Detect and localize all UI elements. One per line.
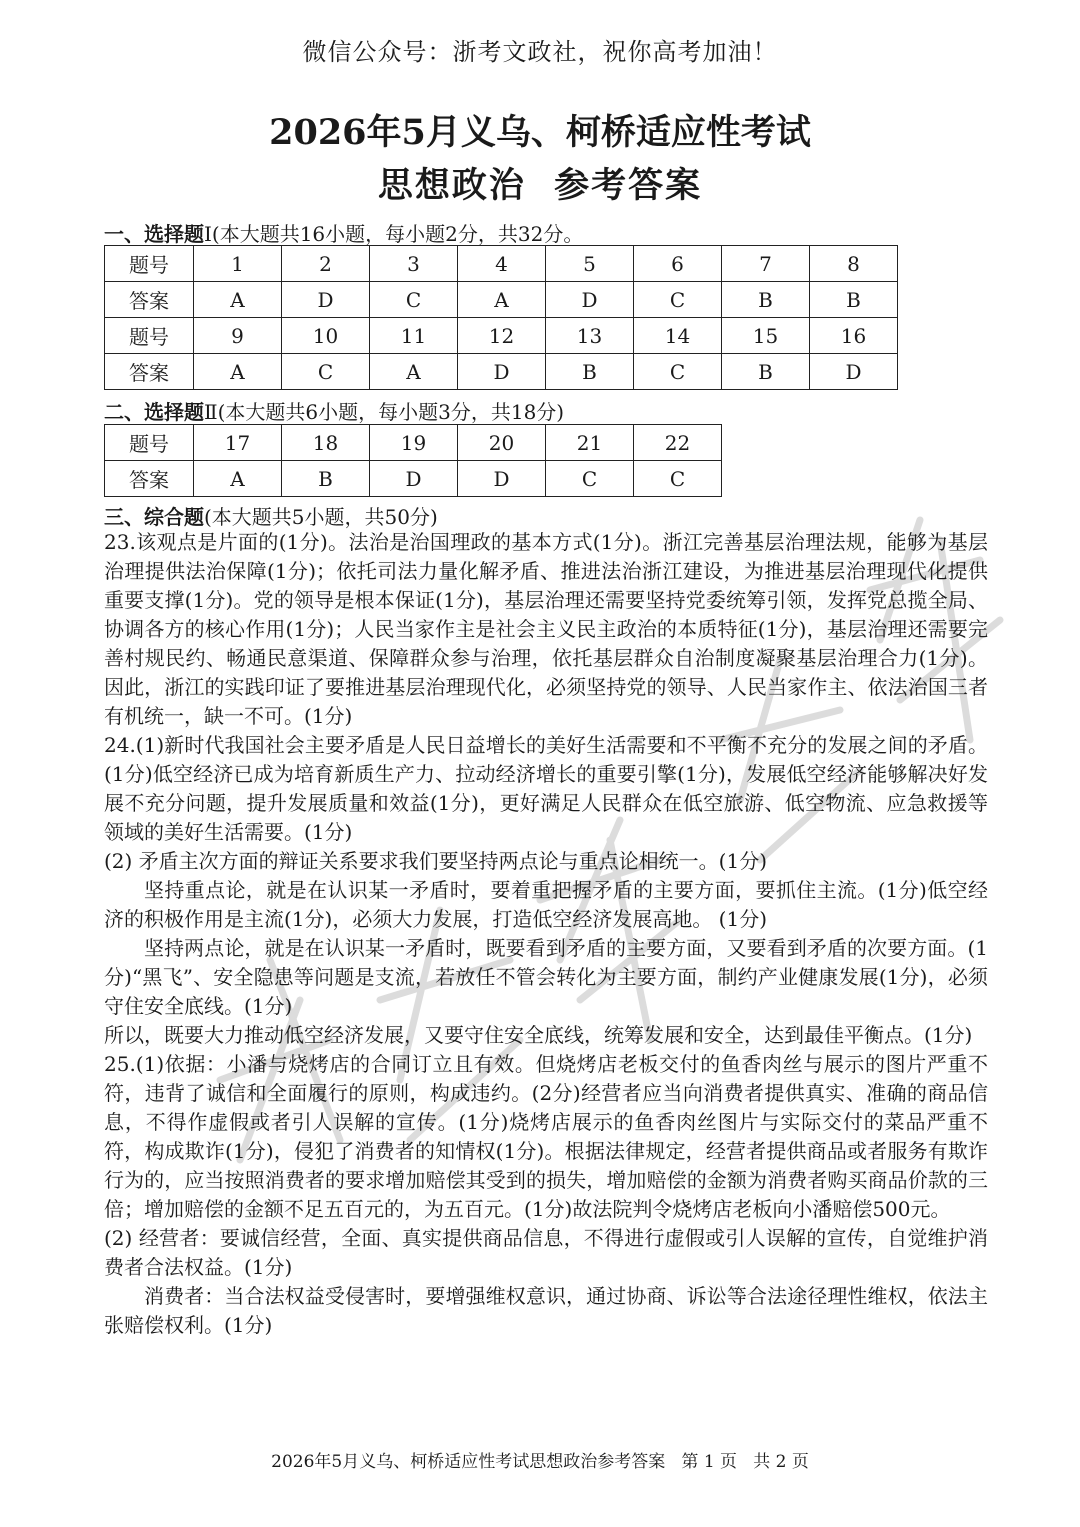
exam-title: 2026年5月义乌、柯桥适应性考试: [269, 112, 811, 153]
answer-24-1: 24.(1)新时代我国社会主要矛盾是人民日益增长的美好生活需要和不平衡不充分的发展之间的矛盾。(1分)低空经济已成为培育新质生产力、拉动经济增长的重要引擎(1分)，发展低空经济能够解决好发展不充分问题，提升发展质量和效益(1分)，更好满足人民群众在低空旅游、低空物流、应急救援等领域的美好生活需要。(1分): [104, 733, 988, 844]
table-cell: D: [458, 461, 546, 497]
table-cell: C: [634, 282, 722, 318]
table-cell: 21: [546, 425, 634, 461]
answer-23: 23.该观点是片面的(1分)。法治是治国理政的基本方式(1分)。浙江完善基层治理法规，能够为基层治理提供法治保障(1分)；依托司法力量化解矛盾、推进法治浙江建设，为推进基层治理现代化提供重要支撑(1分)。党的领导是根本保证(1分)，基层治理还需要坚持党委统筹引领，发挥党总揽全局、协调各方的核心作用(1分)；人民当家作主是社会主义民主政治的本质特征(1分)，基层治理还需要完善村规民约、畅通民意渠道、保障群众参与治理，依托基层群众自治制度凝聚基层治理合力(1分)。因此，浙江的实践印证了要推进基层治理现代化，必须坚持党的领导、人民当家作主、依法治国三者有机统一，缺一不可。(1分): [104, 530, 988, 728]
table-cell: 14: [634, 318, 722, 354]
section2-heading: [104, 396, 564, 425]
table-cell: 7: [722, 246, 810, 282]
section3-heading: [104, 501, 438, 530]
table-cell: 19: [370, 425, 458, 461]
table-row: [105, 425, 722, 461]
table-cell: B: [722, 282, 810, 318]
row-label: 答案: [105, 461, 194, 497]
subject-title: 思想政治 参考答案: [377, 165, 703, 206]
section2-title: 二、选择题: [104, 400, 204, 424]
answer-25-2-consumer: 消费者：当合法权益受侵害时，要增强维权意识，通过协商、诉讼等合法途径理性维权，依法主张赔偿权利。(1分): [104, 1284, 988, 1337]
table-cell: 8: [810, 246, 898, 282]
table-cell: 5: [546, 246, 634, 282]
table-cell: A: [194, 282, 282, 318]
table-cell: 22: [634, 425, 722, 461]
section1-heading: [104, 218, 583, 247]
table-cell: A: [194, 354, 282, 390]
answer-24-2-main-aspect: 坚持重点论，就是在认识某一矛盾时，要着重把握矛盾的主要方面，要抓住主流。(1分)低空经济的积极作用是主流(1分)，必须大力发展，打造低空经济发展高地。 (1分): [104, 878, 988, 931]
table-cell: A: [194, 461, 282, 497]
table-cell: C: [282, 354, 370, 390]
table-cell: B: [722, 354, 810, 390]
page-footer: 2026年5月义乌、柯桥适应性考试思想政治参考答案 第 1 页 共 2 页: [271, 1452, 809, 1472]
table-cell: D: [370, 461, 458, 497]
table-row: [105, 282, 898, 318]
row-label: 题号: [105, 246, 194, 282]
answer-25-2-operator: (2) 经营者：要诚信经营，全面、真实提供商品信息，不得进行虚假或引人误解的宣传，自觉维护消费者合法权益。(1分): [104, 1226, 988, 1279]
table-cell: B: [810, 282, 898, 318]
table-cell: 11: [370, 318, 458, 354]
table-cell: C: [370, 282, 458, 318]
table-cell: 12: [458, 318, 546, 354]
answer-table-2: [104, 424, 722, 497]
section2-note: Ⅱ(本大题共6小题，每小题3分，共18分): [204, 400, 565, 424]
table-cell: A: [458, 282, 546, 318]
section3-note: (本大题共5小题，共50分): [204, 505, 438, 529]
table-cell: D: [458, 354, 546, 390]
answer-table-1: [104, 245, 898, 390]
table-cell: 18: [282, 425, 370, 461]
table-row: [105, 318, 898, 354]
row-label: 题号: [105, 318, 194, 354]
table-cell: 6: [634, 246, 722, 282]
table-cell: 17: [194, 425, 282, 461]
table-row: [105, 461, 722, 497]
row-label: 题号: [105, 425, 194, 461]
table-cell: C: [546, 461, 634, 497]
table-cell: 4: [458, 246, 546, 282]
table-cell: 9: [194, 318, 282, 354]
table-cell: 16: [810, 318, 898, 354]
answer-24-2-two-points: 坚持两点论，就是在认识某一矛盾时，既要看到矛盾的主要方面，又要看到矛盾的次要方面。(1分)“黑飞”、安全隐患等问题是支流，若放任不管会转化为主要方面，制约产业健康发展(1分)，必须守住安全底线。(1分): [104, 936, 988, 1018]
section1-note: Ⅰ(本大题共16小题，每小题2分，共32分。: [204, 222, 584, 246]
table-cell: 2: [282, 246, 370, 282]
table-cell: C: [634, 461, 722, 497]
answer-24-2: (2) 矛盾主次方面的辩证关系要求我们要坚持两点论与重点论相统一。(1分): [104, 849, 768, 873]
table-cell: 3: [370, 246, 458, 282]
row-label: 答案: [105, 354, 194, 390]
table-row: [105, 246, 898, 282]
table-cell: 13: [546, 318, 634, 354]
table-cell: 10: [282, 318, 370, 354]
table-cell: 20: [458, 425, 546, 461]
table-cell: C: [634, 354, 722, 390]
table-cell: 15: [722, 318, 810, 354]
section3-title: 三、综合题: [104, 505, 204, 529]
row-label: 答案: [105, 282, 194, 318]
wechat-banner: 微信公众号：浙考文政社，祝你高考加油！: [302, 38, 778, 66]
answer-25-1: 25.(1)依据：小潘与烧烤店的合同订立且有效。但烧烤店老板交付的鱼香肉丝与展示的图片严重不符，违背了诚信和全面履行的原则，构成违约。(2分)经营者应当向消费者提供真实、准确的商品信息，不得作虚假或者引人误解的宣传。(1分)烧烤店展示的鱼香肉丝图片与实际交付的菜品严重不符，构成欺诈(1分)，侵犯了消费者的知情权(1分)。根据法律规定，经营者提供商品或者服务有欺诈行为的，应当按照消费者的要求增加赔偿其受到的损失，增加赔偿的金额为消费者购买商品价款的三倍；增加赔偿的金额不足五百元的，为五百元。(1分)故法院判令烧烤店老板向小潘赔偿500元。: [104, 1052, 988, 1221]
table-cell: A: [370, 354, 458, 390]
table-cell: 1: [194, 246, 282, 282]
table-row: [105, 354, 898, 390]
table-cell: B: [282, 461, 370, 497]
table-cell: B: [546, 354, 634, 390]
table-cell: D: [282, 282, 370, 318]
answer-24-2-conclusion: 所以，既要大力推动低空经济发展，又要守住安全底线，统筹发展和安全，达到最佳平衡点。(1分): [104, 1023, 973, 1047]
answer-body: [104, 528, 988, 1340]
section1-title: 一、选择题: [104, 222, 204, 246]
table-cell: D: [810, 354, 898, 390]
table-cell: D: [546, 282, 634, 318]
